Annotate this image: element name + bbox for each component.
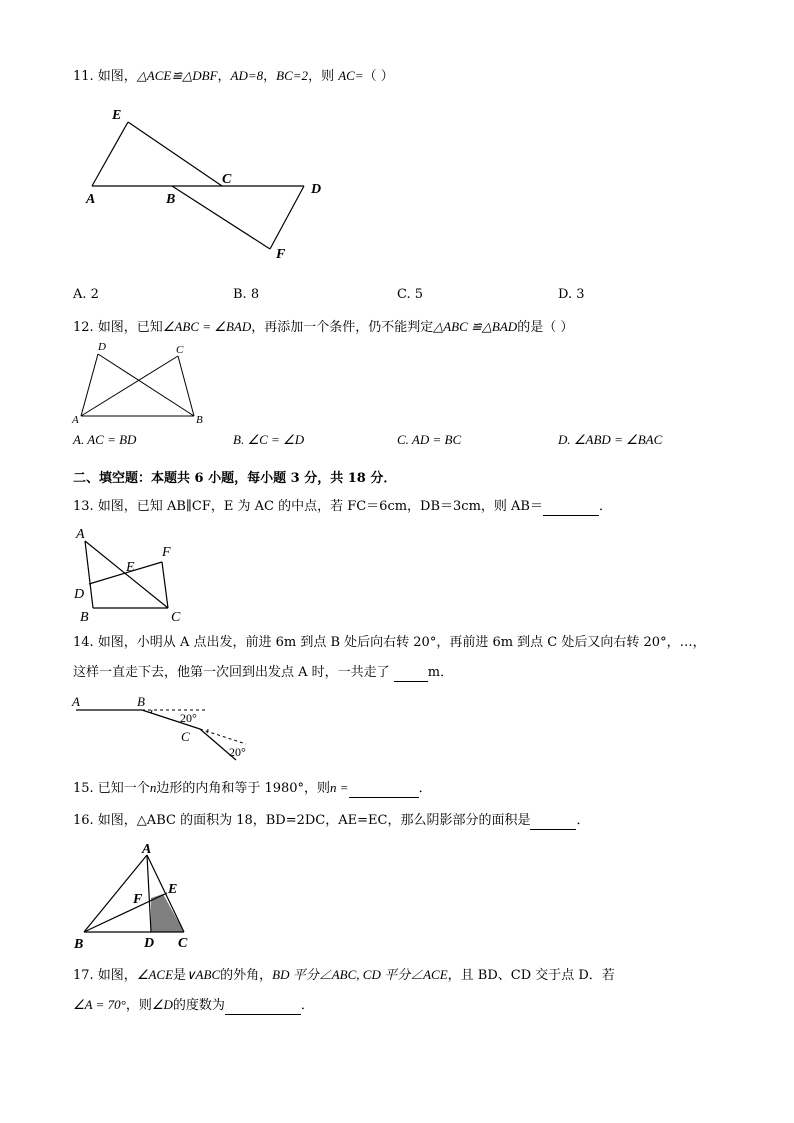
q11-option-d: D. 3 <box>558 287 585 302</box>
q17-angle: ∠ACE <box>136 967 174 982</box>
q16-label-D: D <box>144 936 155 951</box>
q13-stem: 13. 如图，已知 AB∥CF，E 为 AC 的中点，若 FC＝6cm，DB＝3cm，则 AB＝ ． <box>73 499 612 514</box>
q16-label-B: B <box>74 937 84 952</box>
q11-option-a: A. 2 <box>73 287 99 302</box>
q12-label-B: B <box>196 414 203 426</box>
q16-shaded-region <box>151 894 184 932</box>
q14-line1: 14. 如图，小明从 A 点出发，前进 6m 到点 B 处后向右转 20°，再前进 6m 到点 C 处后又向右转 20°，…， <box>73 635 706 650</box>
q11-paren: （ ） <box>363 69 394 84</box>
q11-label-E: E <box>112 108 122 123</box>
q11-label-B: B <box>166 192 176 207</box>
q14-label-C: C <box>181 729 190 744</box>
q14-angle-1: 20° <box>180 711 197 725</box>
q14-line2: 这样一直走下去，他第一次回到出发点 A 时，一共走了 m． <box>73 665 454 680</box>
q14-label-B: B <box>137 694 145 709</box>
q13-label-B: B <box>80 610 89 625</box>
q14-label-A: A <box>72 694 80 709</box>
q12-label-C: C <box>176 344 184 356</box>
q11-label-D: D <box>311 182 322 197</box>
q13-label-A: A <box>76 527 85 542</box>
q11-label-F: F <box>276 247 286 262</box>
q13-label-C: C <box>171 610 181 625</box>
q15-n: n <box>149 780 157 795</box>
q13-label-D: D <box>74 587 85 602</box>
q15-eq: n = <box>330 780 349 795</box>
q11-stem: 11. 如图，△ACE≌△DBF，AD=8，BC=2，则 AC=（ ） <box>73 68 394 84</box>
q13-label-E: E <box>126 560 135 575</box>
q13-label-F: F <box>162 545 171 560</box>
q16-label-F: F <box>133 892 143 907</box>
q12-stem: 12. 如图，已知∠ABC = ∠BAD，再添加一个条件，仍不能判定△ABC ≌△BAD的是（ ） <box>73 319 574 335</box>
q17-given: ∠A = 70° <box>73 997 126 1012</box>
q17-line2: ∠A = 70°，则∠D的度数为 ． <box>73 997 314 1013</box>
q16-label-E: E <box>168 882 178 897</box>
q11-label-C: C <box>222 172 232 187</box>
q16-stem: 16. 如图，△ABC 的面积为 18，BD=2DC，AE=EC，那么阴影部分的面积是 ． <box>73 813 590 828</box>
q17-ask: ∠D <box>151 997 173 1012</box>
q11-option-c: C. 5 <box>397 287 424 302</box>
q11-option-b: B. 8 <box>233 287 260 302</box>
q17-triangle: ∨ABC <box>186 967 221 982</box>
q16-label-A: A <box>142 842 152 857</box>
q12-option-c: C. AD = BC <box>397 432 462 447</box>
q12-tri: △ABC ≌△BAD <box>433 319 518 334</box>
q11-label-A: A <box>86 192 96 207</box>
q12-option-d: D. ∠ABD = ∠BAC <box>558 432 663 447</box>
q12-option-b: B. ∠C = ∠D <box>233 432 305 447</box>
q16-label-C: C <box>178 936 188 951</box>
q11-cond2: AD=8 <box>230 68 264 83</box>
q15-stem: 15. 已知一个n边形的内角和等于 1980°，则n = ． <box>73 780 432 796</box>
q17-line1: 17. 如图，∠ACE是∨ABC的外角，BD 平分∠ABC, CD 平分∠ACE，且 BD、CD 交于点 D．若 <box>73 967 615 983</box>
q17-condition: BD 平分∠ABC, CD 平分∠ACE <box>272 967 448 982</box>
q12-label-D: D <box>98 341 106 353</box>
q17-answer-blank <box>225 1000 301 1015</box>
q14-angle-2: 20° <box>229 745 246 759</box>
q11-ask: AC= <box>338 68 364 83</box>
section-heading: 二、填空题：本题共 6 小题，每小题 3 分，共 18 分． <box>73 471 397 486</box>
q11-cond3: BC=2 <box>276 68 309 83</box>
q12-cond: ∠ABC = ∠BAD <box>162 319 252 334</box>
q11-cond1: △ACE≌△DBF <box>136 68 218 83</box>
q12-label-A: A <box>72 414 79 426</box>
q12-option-a: A. AC = BD <box>73 432 137 447</box>
